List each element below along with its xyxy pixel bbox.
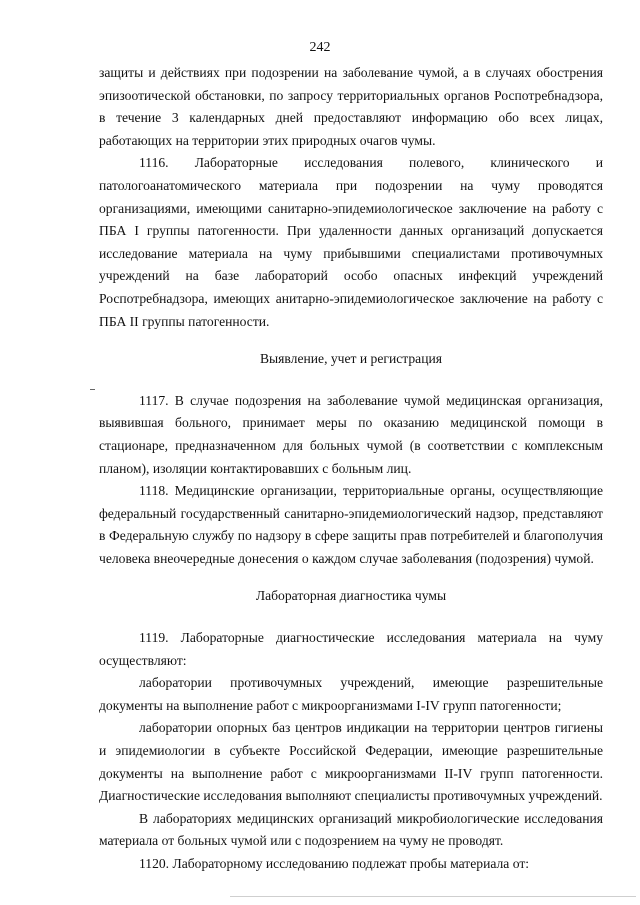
section-heading-lab-diagnostics: Лабораторная диагностика чумы <box>255 588 447 604</box>
paragraph-medical-labs: В лабораториях медицинских организаций микробиологические исследования материала от больных чумой или с подозрением на чуму не проводят. <box>99 810 603 849</box>
section-heading-detection: Выявление, учет и регистрация <box>259 351 443 367</box>
scan-bottom-edge-line <box>230 896 636 897</box>
paragraph-1117: 1117. В случае подозрения на заболевание чумой медицинская организация, выявившая больного, принимает меры по оказанию медицинской помощи в стационаре, предназначенном для больных чумой (в соответствии с комплексным планом), изоляции контактировавших с больным лиц. <box>99 392 603 476</box>
list-item-base-labs: лаборатории опорных баз центров индикации на территории центров гигиены и эпидемиологии в субъекте Российской Федерации, имеющие разрешительные документы на выполнение работ с микроорганизмами II-IV групп патогенности. Диагностические исследования выполняют специалисты противочумных учреждений. <box>99 720 603 804</box>
page-number: 242 <box>309 40 331 55</box>
paragraph-1119: 1119. Лабораторные диагностические исследования материала на чуму осуществляют: <box>99 630 603 668</box>
list-item-antiplague-labs: лаборатории противочумных учреждений, имеющие разрешительные документы на выполнение работ с микроорганизмами I-IV групп патогенности; <box>99 675 603 713</box>
paragraph-1116: 1116. Лабораторные исследования полевого, клинического и патологоанатомического материала при подозрении на чуму проводятся организациями, имеющими санитарно-эпидемиологическое заключение на работу с ПБА I группы патогенности. При удаленности данных организаций допускается исследование материала на чуму прибывшими специалистами противочумных учреждений на базе лабораторий особо опасных инфекций учреждений Роспотребнадзора, имеющих анитарно-эпидемиологическое заключение на работу с ПБА II группы патогенности. <box>99 155 603 329</box>
scan-artifact-mark <box>90 389 95 390</box>
paragraph-continuation: защиты и действиях при подозрении на заболевание чумой, а в случаях обострения эпизоотической обстановки, по запросу территориальных органов Роспотребнадзора, в течение 3 календарных дней предоставляют информацию обо всех лицах, работающих на территории этих природных очагов чумы. <box>99 65 603 148</box>
document-body <box>99 62 603 876</box>
paragraph-1120: 1120. Лабораторному исследованию подлежат пробы материала от: <box>139 856 530 871</box>
paragraph-1118: 1118. Медицинские организации, территориальные органы, осуществляющие федеральный государственный санитарно-эпидемиологический надзор, представляют в Федеральную службу по надзору в сфере защиты прав потребителей и благополучия человека внеочередные донесения о каждом случае заболевания (подозрения) чумой. <box>99 483 603 566</box>
